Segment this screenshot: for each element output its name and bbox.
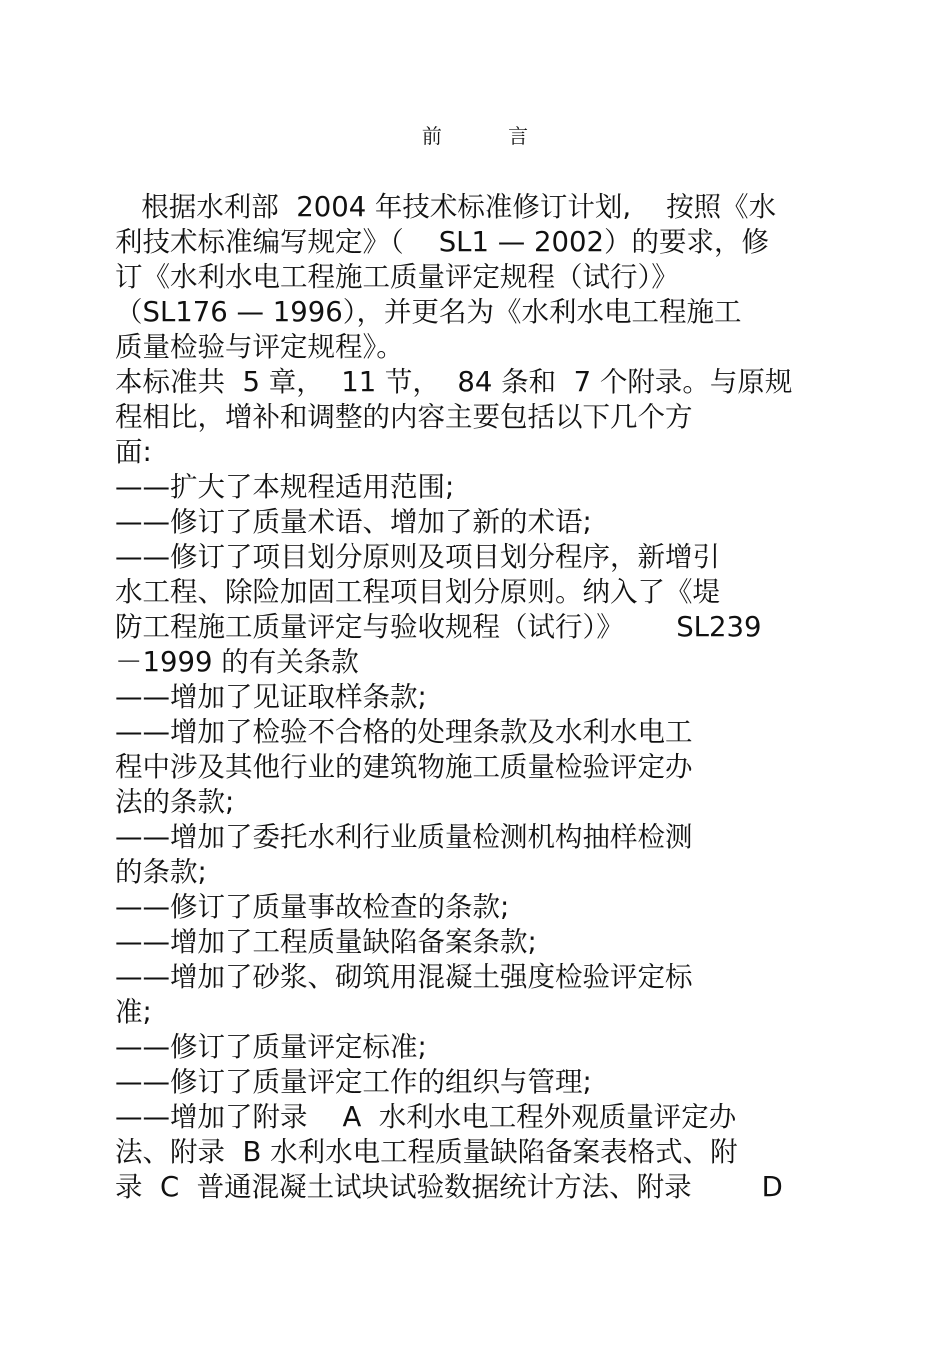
text-line: －1999 的有关条款: [115, 646, 359, 678]
text-line: 法、附录 B 水利水电工程质量缺陷备案表格式、附: [115, 1136, 738, 1168]
text-line: 的条款;: [115, 856, 207, 888]
text-line: 利技术标准编写规定》（ SL1 — 2002）的要求，修: [115, 226, 769, 258]
page-title: 前 言: [421, 124, 559, 148]
text-line: 面:: [115, 436, 152, 468]
list-item: ——修订了质量术语、增加了新的术语;: [115, 506, 592, 538]
text-line: 准;: [115, 996, 152, 1028]
list-item: ——增加了工程质量缺陷备案条款;: [115, 926, 537, 958]
body-text: [115, 190, 835, 1205]
list-item: ——修订了项目划分原则及项目划分程序，新增引: [115, 541, 720, 573]
text-line: 订《水利水电工程施工质量评定规程（试行）》: [115, 261, 679, 293]
list-item: ——增加了见证取样条款;: [115, 681, 427, 713]
text-line: （SL176 — 1996），并更名为《水利水电工程施工: [115, 296, 742, 328]
text-line: 水工程、除险加固工程项目划分原则。纳入了《堤: [115, 576, 720, 608]
list-item: ——修订了质量评定标准;: [115, 1031, 427, 1063]
text-line: 根据水利部 2004 年技术标准修订计划, 按照《水: [115, 191, 777, 223]
text-line: 质量检验与评定规程》。: [115, 331, 404, 363]
text-line: 录 C 普通混凝土试块试验数据统计方法、附录 D: [115, 1171, 783, 1203]
text-line: 程相比，增补和调整的内容主要包括以下几个方: [115, 401, 693, 433]
list-item: ——增加了委托水利行业质量检测机构抽样检测: [115, 821, 693, 853]
text-line: 程中涉及其他行业的建筑物施工质量检验评定办: [115, 751, 693, 783]
text-line: 防工程施工质量评定与验收规程（试行）》 SL239: [115, 611, 762, 643]
list-item: ——增加了附录 A 水利水电工程外观质量评定办: [115, 1101, 737, 1133]
list-item: ——扩大了本规程适用范围;: [115, 471, 455, 503]
list-item: ——增加了砂浆、砌筑用混凝土强度检验评定标: [115, 961, 693, 993]
text-line: 法的条款;: [115, 786, 235, 818]
text-line: 本标准共 5 章， 11 节， 84 条和 7 个附录。与原规: [115, 366, 793, 398]
list-item: ——修订了质量事故检查的条款;: [115, 891, 510, 923]
list-item: ——修订了质量评定工作的组织与管理;: [115, 1066, 592, 1098]
list-item: ——增加了检验不合格的处理条款及水利水电工: [115, 716, 693, 748]
